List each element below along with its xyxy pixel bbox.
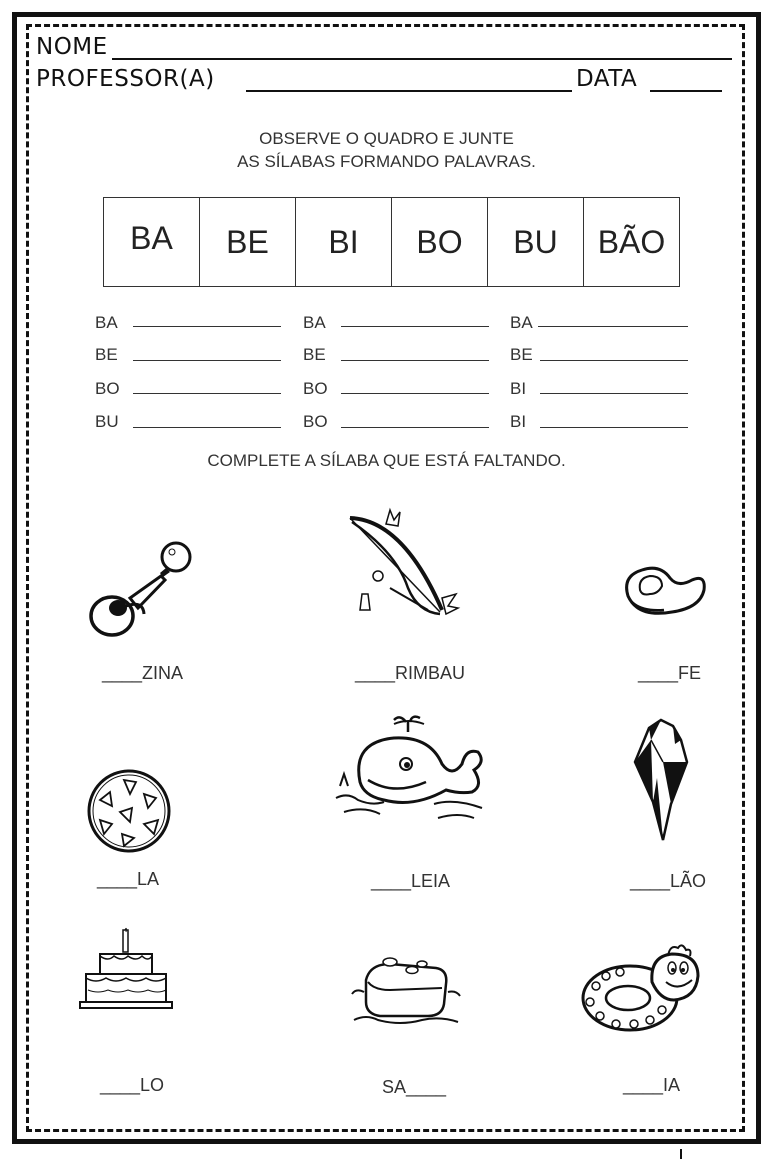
word-row-prefix: BA [510,313,533,332]
picture-caption[interactable]: ____LO [100,1075,165,1095]
picture-caption[interactable]: ____FE [638,663,702,683]
soap-icon [350,950,462,1030]
word-answer-line[interactable] [133,393,281,394]
word-answer-line[interactable] [341,326,489,327]
word-answer-line[interactable] [538,326,688,327]
complete-instruction: COMPLETE A SÍLABA QUE ESTÁ FALTANDO. [207,451,566,470]
syllable-table [103,197,680,287]
picture-caption[interactable]: ____LÃO [630,871,707,891]
date-field[interactable] [650,90,722,92]
teacher-label: PROFESSOR(A) [36,66,215,92]
syllable-cell: BA [104,198,200,286]
instruction-line-2: AS SÍLABAS FORMANDO PALAVRAS. [237,152,536,171]
picture-caption[interactable]: ____RIMBAU [355,663,466,683]
picture-caption[interactable]: SA____ [382,1077,447,1097]
word-answer-line[interactable] [341,427,489,428]
cake-icon [78,930,176,1012]
syllable-cell: BI [296,198,392,286]
word-answer-line[interactable] [341,393,489,394]
ball-icon [86,768,172,854]
word-answer-line[interactable] [133,360,281,361]
picture-caption[interactable]: ____LA [97,869,160,889]
word-answer-line[interactable] [133,326,281,327]
word-row-prefix: BO [303,412,328,431]
teacher-field[interactable] [246,90,572,92]
word-row-prefix: BI [510,412,527,431]
word-row-prefix: BA [303,313,326,332]
picture-caption[interactable]: ____ZINA [102,663,184,683]
picture-caption[interactable]: ____LEIA [371,871,451,891]
word-row-prefix: BE [303,345,326,364]
berimbau-icon [348,510,463,625]
word-row-prefix: BE [95,345,118,364]
whale-icon [334,714,489,829]
date-label: DATA [576,66,638,92]
page-mark [680,1149,682,1159]
word-row-prefix: BI [510,379,527,398]
word-answer-line[interactable] [540,427,688,428]
name-label: NOME [36,34,108,60]
word-answer-line[interactable] [540,393,688,394]
instruction-line-1: OBSERVE O QUADRO E JUNTE [259,129,514,148]
balloon-icon [633,718,693,843]
rattle-icon [88,540,198,645]
word-row-prefix: BU [95,412,119,431]
word-answer-line[interactable] [133,427,281,428]
word-row-prefix: BA [95,313,118,332]
syllable-cell: BÃO [597,223,666,260]
word-row-prefix: BE [510,345,533,364]
name-field[interactable] [112,58,732,60]
word-answer-line[interactable] [341,360,489,361]
word-row-prefix: BO [95,379,120,398]
syllable-cell: BU [488,198,584,286]
float-ring-icon [580,942,705,1037]
picture-caption[interactable]: ____IA [623,1075,681,1095]
syllable-cell: BO [392,198,488,286]
bean-icon [620,560,710,620]
syllable-cell: BE [200,198,296,286]
word-answer-line[interactable] [540,360,688,361]
word-row-prefix: BO [303,379,328,398]
